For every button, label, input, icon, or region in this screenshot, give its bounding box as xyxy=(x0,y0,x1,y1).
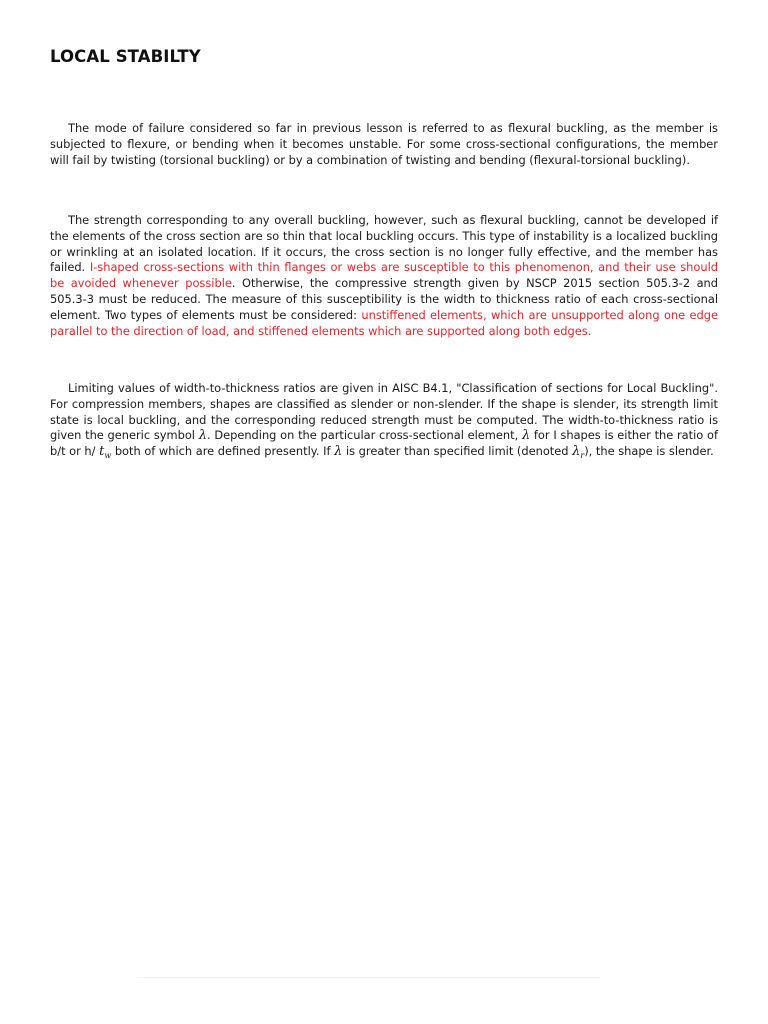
paragraph-text: Limiting values of width-to-thickness ratios are given in AISC B4.1, "Classification of sections for Local Buckling". For compression members, shapes are classified as slender or non-slender. If the shape is slender, its strength limit state is local buckling, and the corresponding reduced strength must be computed. The width-to-thickness ratio is given the generic symbol xyxy=(50,381,718,443)
lambda-symbol: λ xyxy=(521,428,531,444)
lambda-subscript: r xyxy=(580,451,585,461)
lambda-symbol: λ xyxy=(334,444,343,460)
paragraph-text: . Depending on the particular cross-sectional element, xyxy=(206,428,522,443)
thickness-subscript: w xyxy=(104,451,112,461)
paragraph-width-thickness xyxy=(50,381,718,464)
highlighted-text: I-shaped cross-sections with thin flanges or webs are susceptible to this phenomenon, and their use should be avoided whenever possible xyxy=(50,260,718,291)
paragraph-text: The strength corresponding to any overall buckling, however, such as flexural buckling, cannot be developed if the elements of the cross section are so thin that local buckling occurs. This type of instability is a localized buckling or wrinkling at an isolated location. If it occurs, the cross section is no longer fully effective, and the member has failed. xyxy=(50,213,718,275)
paragraph-text: . Otherwise, the compressive strength given by NSCP 2015 section 505.3-2 and 505.3-3 must be reduced. The measure of this susceptibility is the width to thickness ratio of each cross-sectional element. Two types of elements must be considered: xyxy=(50,276,719,322)
paragraph-text: The mode of failure considered so far in previous lesson is referred to as flexural buckling, as the member is subjected to flexure, or bending when it becomes unstable. For some cross-sectional configurations, the member will fail by twisting (torsional buckling) or by a combination of twisting and bending (flexural-torsional buckling). xyxy=(50,121,718,167)
thickness-symbol: t xyxy=(99,444,105,460)
paragraph-text: ), the shape is slender. xyxy=(584,444,714,459)
highlighted-text: unstiffened elements, which are unsupported along one edge parallel to the direction of load, and stiffened elements which are supported along both edges. xyxy=(50,307,719,338)
paragraph-text: both of which are defined presently. If xyxy=(111,444,335,459)
lambda-symbol: λ xyxy=(198,428,207,444)
paragraph-local-buckling xyxy=(50,213,718,339)
footer-divider xyxy=(138,977,600,978)
page-title: LOCAL STABILTY xyxy=(50,47,201,66)
lambda-symbol: λ xyxy=(572,444,581,460)
paragraph-flexural-buckling xyxy=(50,121,718,168)
paragraph-text: for I shapes is either the ratio of b/t or h/ xyxy=(50,428,718,459)
paragraph-text: is greater than specified limit (denoted xyxy=(342,444,573,459)
